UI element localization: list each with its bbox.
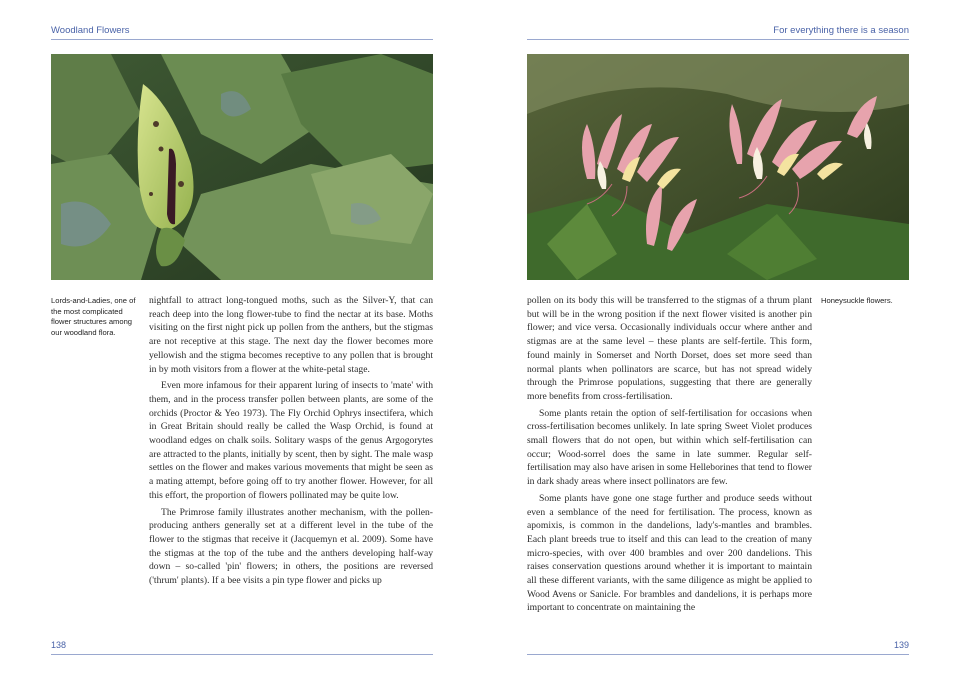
footer-rule <box>51 654 433 655</box>
running-head-right: For everything there is a season <box>773 25 909 36</box>
photo-caption-right: Honeysuckle flowers. <box>821 296 893 305</box>
paragraph: nightfall to attract long-tongued moths, such as the Silver-Y, that can reach deep into the long flower-tube to find the nectar at its base. Moths visiting on the first night pick up pollen from the anthers, but the stigmas are not receptive at this stage. The next day the flower becomes more yellowish and the stigma becomes receptive to any pollen that is brought in by moth visitors from a flower at the white-petal stage. <box>149 295 433 375</box>
photo-caption-left: Lords-and-Ladies, one of the most complicated flower structures among our woodland flora. <box>51 296 136 337</box>
paragraph: Some plants retain the option of self-fertilisation for occasions when cross-fertilisation becomes unlikely. In late spring Sweet Violet produces small flowers that do not open, but within which self-fertilisation can occur; Wood-sorrel does the same in late summer. Regular self-fertilisation may also have arisen in some Helleborines that tend to flower in dark shady areas where insect pollinators are few. <box>527 407 812 488</box>
paragraph: Some plants have gone one stage further and produce seeds without even a semblance of the need for fertilisation. The process, known as apomixis, is common in the dandelions, lady's-mantles and brambles. Each plant breeds true to itself and this can lead to the creation of many micro-species, with over 400 brambles and over 200 dandelions. This raises conservation questions around whether it is important to maintain all these different variants, with the same diligence as might be applied to Wood Avens or Sanicle. For brambles and dandelions, it is perhaps more important to concentrate on maintaining the <box>527 492 812 614</box>
honeysuckle-image <box>527 54 909 280</box>
right-page <box>480 0 960 700</box>
body-text-right <box>527 294 812 618</box>
paragraph: pollen on its body this will be transferred to the stigmas of a thrum plant but will be in the wrong position if the next flower visited is another pin flower; and vice versa. Occasionally individuals occur where anther and stigmas are at the same level – these plants are self-fertile. This form, found mainly in Somerset and North Dorset, does set more seed than normal plants when pollinators are scarce, but has not spread widely through the Primrose populations, suggesting that there are generally more benefits from cross-fertilisation. <box>527 295 812 402</box>
header-rule <box>51 39 433 40</box>
running-head-left: Woodland Flowers <box>51 25 130 36</box>
body-text-left <box>149 294 433 591</box>
paragraph: Even more infamous for their apparent luring of insects to 'mate' with them, and in the process transfer pollen between plants, are some of the orchids (Proctor & Yeo 1973). The Fly Orchid Ophrys insectifera, which in Great Britain should really be called the Wasp Orchid, is found at woodland edges on chalk soils. Solitary wasps of the genus Argogorytes are attracted to the plants, initially by scent, then by sight. The male wasp settles on the flower and makes various movements that might be seen as a mating attempt, before going off to try another flower. However, for all this effort, the proportion of flowers pollinated may be quite low. <box>149 380 433 501</box>
page-number-left: 138 <box>51 640 67 650</box>
page-number-right: 139 <box>893 640 909 650</box>
footer-rule <box>527 654 909 655</box>
lords-and-ladies-image <box>51 54 433 280</box>
honeysuckle-photo <box>527 54 909 280</box>
paragraph: The Primrose family illustrates another mechanism, with the pollen-producing anthers generally set at a different level in the tube of the flower to the stigmas that receive it (Jacquemyn et al. 2009). Some have the stigmas at the top of the tube and the anthers developing half-way down – so-called 'pin' flowers; in others, the positions are reversed ('thrum' plants). If a bee visits a pin type flower and picks up <box>149 506 433 587</box>
header-rule <box>527 39 909 40</box>
lords-and-ladies-photo <box>51 54 433 280</box>
